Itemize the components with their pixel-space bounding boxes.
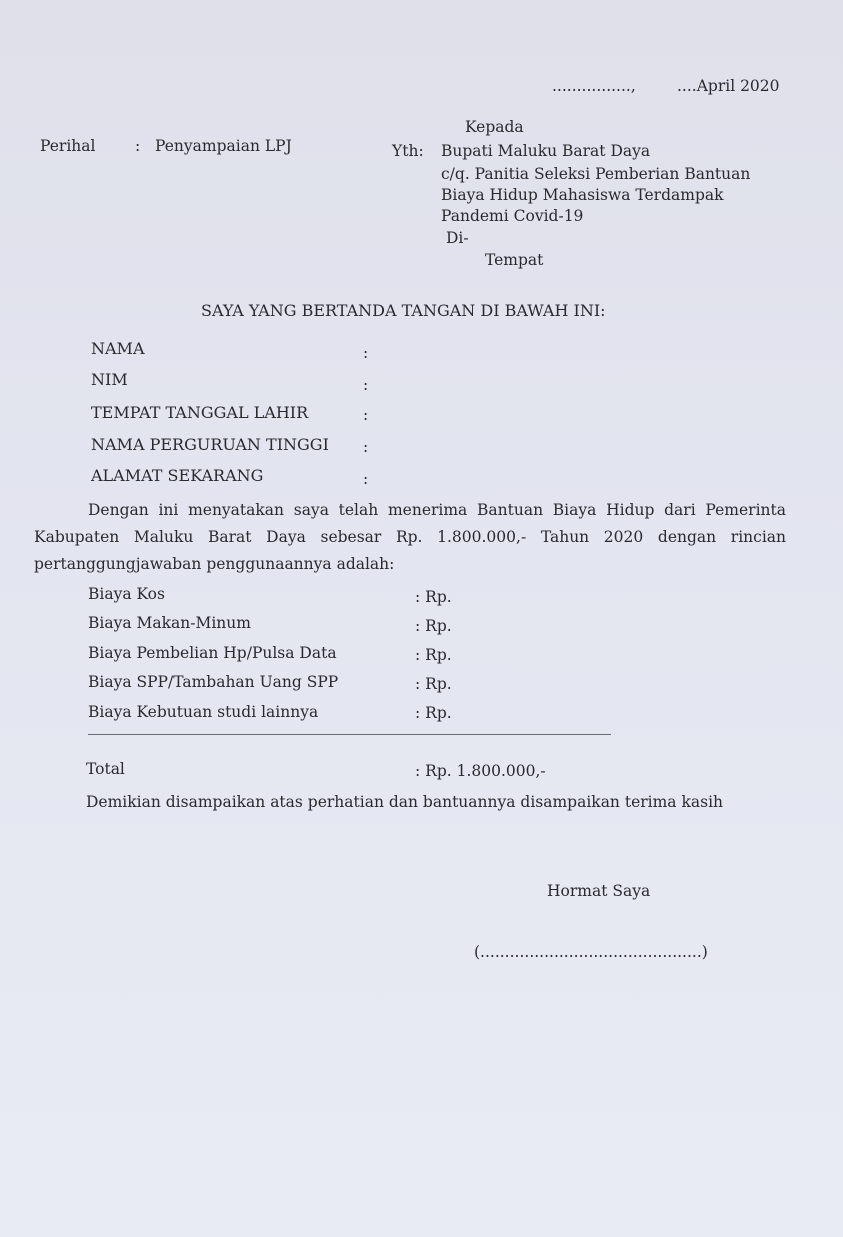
field-label-nama: NAMA bbox=[91, 339, 145, 358]
field-label-alamat: ALAMAT SEKARANG bbox=[91, 466, 264, 485]
field-colon: : bbox=[363, 344, 369, 362]
closing-text: Demikian disampaikan atas perhatian dan bantuannya disampaikan terima kasih bbox=[86, 793, 724, 811]
signature-name-placeholder: (.............................................) bbox=[474, 943, 708, 961]
total-value: : Rp. 1.800.000,- bbox=[415, 762, 546, 780]
kepada-label: Kepada bbox=[465, 118, 524, 136]
field-colon: : bbox=[363, 406, 369, 424]
cost-value: : Rp. bbox=[415, 704, 452, 722]
total-divider bbox=[88, 734, 611, 735]
recipient-line: c/q. Panitia Seleksi Pemberian Bantuan bbox=[441, 165, 751, 183]
recipient-line: Biaya Hidup Mahasiswa Terdampak bbox=[441, 186, 724, 204]
perihal-value: Penyampaian LPJ bbox=[155, 137, 292, 155]
letter-date: ....April 2020 bbox=[677, 77, 780, 95]
cost-value: : Rp. bbox=[415, 617, 452, 635]
field-colon: : bbox=[363, 376, 369, 394]
field-colon: : bbox=[363, 438, 369, 456]
section-heading: SAYA YANG BERTANDA TANGAN DI BAWAH INI: bbox=[201, 301, 606, 320]
tempat-label: Tempat bbox=[485, 251, 544, 269]
field-label-nim: NIM bbox=[91, 370, 128, 389]
total-label: Total bbox=[86, 760, 125, 778]
cost-label: Biaya Makan-Minum bbox=[88, 614, 251, 632]
field-label-ttl: TEMPAT TANGGAL LAHIR bbox=[91, 403, 309, 422]
perihal-colon: : bbox=[135, 137, 141, 155]
statement-text: Dengan ini menyatakan saya telah menerima Bantuan Biaya Hidup dari Pemerinta Kabupaten Maluku Barat Daya sebesar Rp. 1.800.000,- Tahun 2020 dengan rincian pertanggungjawaban penggunaannya adalah: bbox=[34, 501, 786, 573]
cost-value: : Rp. bbox=[415, 588, 452, 606]
di-label: Di- bbox=[446, 229, 469, 247]
cost-label: Biaya Pembelian Hp/Pulsa Data bbox=[88, 644, 337, 662]
cost-label: Biaya SPP/Tambahan Uang SPP bbox=[88, 673, 339, 691]
perihal-label: Perihal bbox=[40, 137, 96, 155]
cost-value: : Rp. bbox=[415, 675, 452, 693]
recipient-line: Pandemi Covid-19 bbox=[441, 207, 584, 225]
place-placeholder: ................, bbox=[552, 77, 636, 95]
cost-label: Biaya Kos bbox=[88, 585, 165, 603]
statement-paragraph bbox=[34, 497, 786, 578]
field-colon: : bbox=[363, 470, 369, 488]
cost-value: : Rp. bbox=[415, 646, 452, 664]
cost-label: Biaya Kebutuan studi lainnya bbox=[88, 703, 319, 721]
signature-greeting: Hormat Saya bbox=[547, 882, 651, 900]
field-label-perguruan-tinggi: NAMA PERGURUAN TINGGI bbox=[91, 435, 329, 454]
recipient-line: Bupati Maluku Barat Daya bbox=[441, 142, 651, 160]
yth-label: Yth: bbox=[392, 142, 424, 160]
